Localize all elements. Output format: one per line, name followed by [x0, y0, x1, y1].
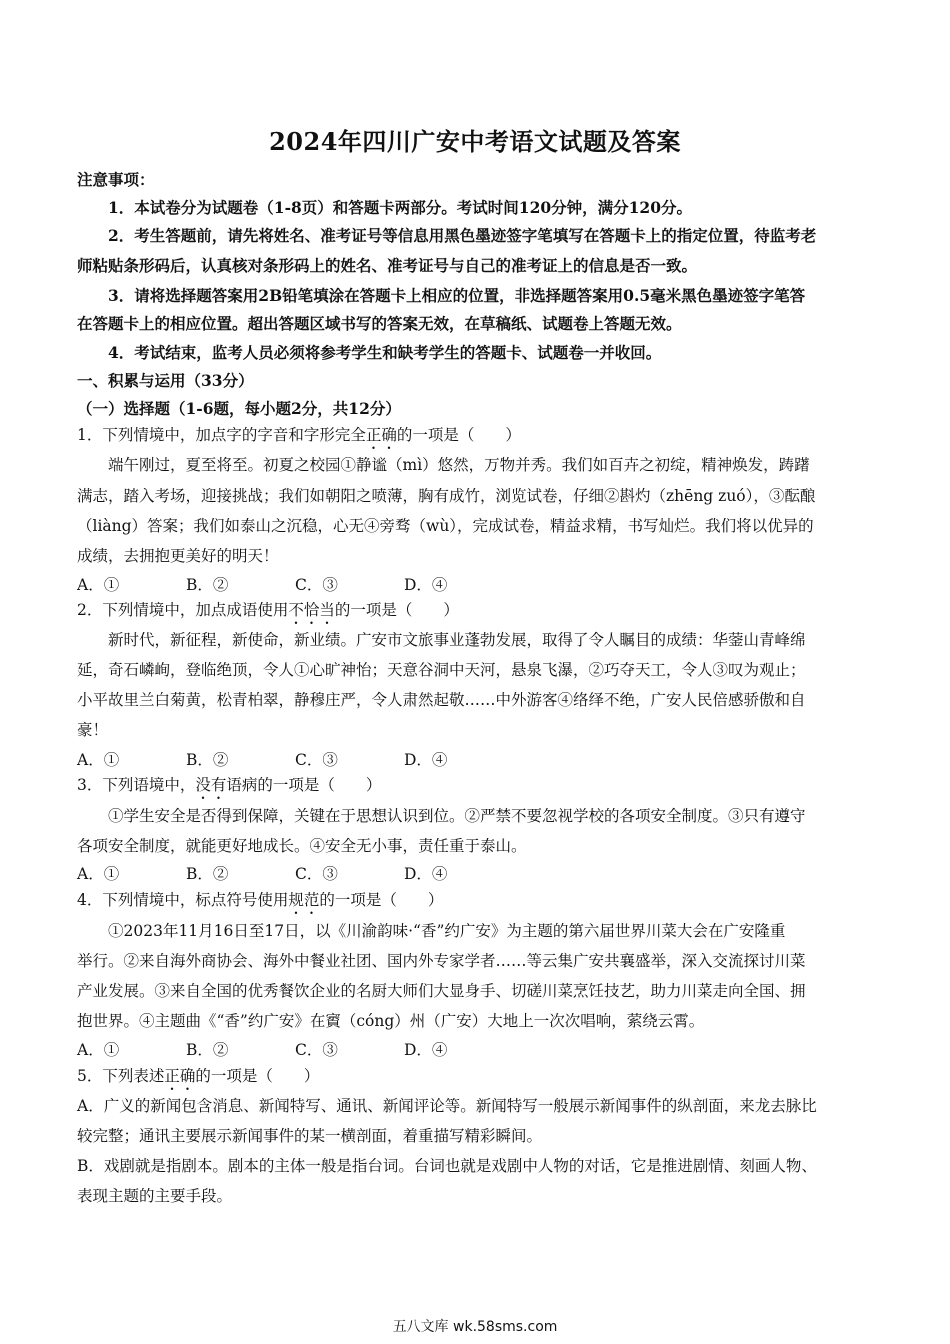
option-c: C．③ [295, 1041, 338, 1059]
option-b: B．② [186, 865, 229, 883]
option-b: B．② [186, 751, 229, 769]
notice-item-3b: 在答题卡上的相应位置。超出答题区域书写的答案无效，在草稿纸、试题卷上答题无效。 [77, 314, 682, 333]
question-1-options [77, 575, 513, 595]
option-d: D．④ [404, 576, 448, 594]
notice-item-2b: 师粘贴条形码后，认真核对条形码上的姓名、准考证号与自己的准考证上的信息是否一致。 [77, 256, 698, 275]
question-3-passage-line: ①学生安全是否得到保障，关键在于思想认识到位。②严禁不要忽视学校的各项安全制度。③只有遵守 [108, 807, 806, 825]
notice-item-1: 1．本试卷分为试题卷（1-8页）和答题卡两部分。考试时间120分钟，满分120分。 [108, 198, 692, 217]
question-3-passage-line: 各项安全制度，就能更好地成长。④安全无小事，责任重于泰山。 [77, 837, 527, 855]
question-2-stem: 2．下列情境中，加点成语使用不恰当的一项是（ ） [77, 601, 459, 619]
question-4-passage-line: ①2023年11月16日至17日，以《川渝韵味·“香”约广安》为主题的第六届世界川菜大会在广安隆重 [108, 922, 786, 940]
option-c: C．③ [295, 576, 338, 594]
question-2-passage-line: 小平故里兰白菊黄，松青柏翠，静穆庄严，令人肃然起敬……中外游客④络绎不绝，广安人民倍感骄傲和自 [77, 691, 806, 709]
subsection-heading: （一）选择题（1-6题，每小题2分，共12分） [77, 399, 401, 418]
question-3-stem: 3．下列语境中，没有语病的一项是（ ） [77, 776, 382, 794]
option-d: D．④ [404, 751, 448, 769]
question-1-stem: 1．下列情境中，加点字的字音和字形完全正确的一项是（ ） [77, 426, 521, 444]
option-b: B．② [186, 576, 229, 594]
question-5-option-a: 较完整；通讯主要展示新闻事件的某一横剖面，着重描写精彩瞬间。 [77, 1127, 543, 1145]
option-a: A．① [77, 751, 120, 769]
footer-watermark: 五八文库 wk.58sms.com [392, 1319, 558, 1335]
option-a: A．① [77, 576, 120, 594]
question-4-stem: 4．下列情境中，标点符号使用规范的一项是（ ） [77, 891, 444, 909]
notice-item-2a: 2．考生答题前，请先将姓名、准考证号等信息用黑色墨迹签字笔填写在答题卡上的指定位置，待监考老 [108, 226, 817, 245]
option-a: A．① [77, 1041, 120, 1059]
notice-item-3a: 3．请将选择题答案用2B铅笔填涂在答题卡上相应的位置，非选择题答案用0.5毫米黑色墨迹签字笔答 [108, 286, 806, 305]
option-c: C．③ [295, 751, 338, 769]
question-4-passage-line: 抱世界。④主题曲《“香”约广安》在賨（cóng）州（广安）大地上一次次唱响，萦绕云霄。 [77, 1012, 705, 1030]
question-5-stem: 5．下列表述正确的一项是（ ） [77, 1067, 320, 1085]
option-d: D．④ [404, 865, 448, 883]
question-1-passage-line: 满志，踏入考场，迎接挑战；我们如朝阳之喷薄，胸有成竹，浏览试卷，仔细②斟灼（zhēng zuó），③酝酿 [77, 487, 816, 505]
option-c: C．③ [295, 865, 338, 883]
question-4-options [77, 1040, 513, 1060]
question-5-option-b: 表现主题的主要手段。 [77, 1187, 233, 1205]
notice-heading: 注意事项： [77, 170, 155, 189]
question-4-passage-line: 举行。②来自海外商协会、海外中餐业社团、国内外专家学者……等云集广安共襄盛举，深入交流探讨川菜 [77, 952, 806, 970]
notice-item-4: 4．考试结束，监考人员必须将参考学生和缺考学生的答题卡、试题卷一并收回。 [108, 343, 662, 362]
question-5-option-b: B．戏剧就是指剧本。剧本的主体一般是指台词。台词也就是戏剧中人物的对话，它是推进剧情、刻画人物、 [77, 1157, 817, 1175]
question-2-options [77, 750, 513, 770]
question-1-passage-line: 成绩，去拥抱更美好的明天！ [77, 547, 279, 565]
option-a: A．① [77, 865, 120, 883]
page-title: 2024年四川广安中考语文试题及答案 [269, 127, 681, 156]
option-d: D．④ [404, 1041, 448, 1059]
question-1-passage-line: 端午刚过，夏至将至。初夏之校园①静谧（mì）悠然，万物并秀。我们如百卉之初绽，精神焕发，踌躇 [108, 456, 810, 474]
option-b: B．② [186, 1041, 229, 1059]
question-3-options [77, 864, 513, 884]
section-heading: 一、积累与运用（33分） [77, 371, 254, 390]
question-5-option-a: A．广义的新闻包含消息、新闻特写、通讯、新闻评论等。新闻特写一般展示新闻事件的纵剖面，来龙去脉比 [77, 1097, 817, 1115]
question-4-passage-line: 产业发展。③来自全国的优秀餐饮企业的名厨大师们大显身手、切磋川菜烹饪技艺，助力川菜走向全国、拥 [77, 982, 806, 1000]
question-2-passage-line: 延，奇石嶙峋，登临绝顶，令人①心旷神怡；天意谷洞中天河，悬泉飞瀑，②巧夺天工，令人③叹为观止； [77, 661, 806, 679]
question-2-passage-line: 豪！ [77, 721, 109, 739]
question-2-passage-line: 新时代，新征程，新使命，新业绩。广安市文旅事业蓬勃发展，取得了令人瞩目的成绩：华蓥山青峰绵 [108, 631, 806, 649]
question-1-passage-line: （liàng）答案；我们如泰山之沉稳，心无④旁骛（wù），完成试卷，精益求精，书写灿烂。我们将以优异的 [77, 517, 814, 535]
